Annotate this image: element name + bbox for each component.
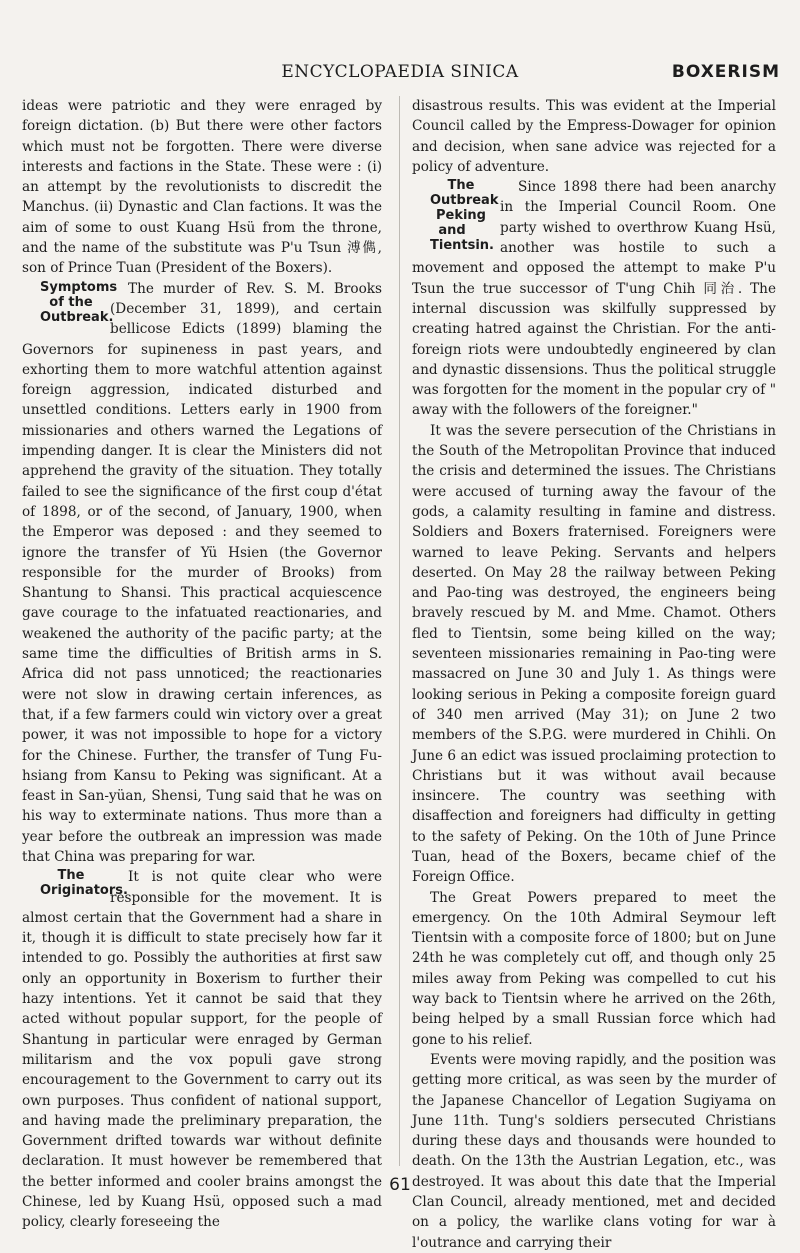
- right-column: [412, 96, 776, 1253]
- paragraph: The Originators. It is not quite clear who were responsible for the movement. It is almost certain that the Government had a share in it, though it is difficult to state precisely how far it intended to go. Possibly the authorities at first saw only an opportunity in Boxerism to further their hazy intentions. Yet it cannot be said that they acted without popular support, for the people of Shantung in particular were enraged by German militarism and the vox populi gave strong encouragement to the Government to carry out its own purposes. Thus confident of national support, and having made the preliminary preparation, the Government drifted towards war without definite declaration. It must however be remembered that the better informed and cooler brains amongst the Chinese, led by Kuang Hsü, opposed such a mad policy, clearly foreseeing the: [22, 868, 382, 1231]
- page-number: 61: [389, 1175, 411, 1195]
- side-heading-originators: The Originators.: [40, 868, 128, 899]
- side-heading-symptoms: Symptoms of the Outbreak.: [40, 279, 118, 325]
- running-header-title: ENCYCLOPAEDIA SINICA: [281, 62, 519, 82]
- paragraph: The Outbreak Peking and Tientsin. Since 1898 there had been anarchy in the Imperial Council Room. One party wished to overthrow Kuang Hsü, another was hostile to such a movement and opposed the attempt to make P'u Tsun the true successor of T'ung Chih 同治. The internal discussion was skilfully suppressed by creating hatred against the Christian. For the anti-foreign riots were undoubtedly engineered by clan and dynastic dissensions. Thus the political struggle was forgotten for the moment in the popular cry of " away with the followers of the foreigner.": [412, 178, 776, 419]
- paragraph: The Great Powers prepared to meet the emergency. On the 10th Admiral Seymour left Tientsin with a composite force of 1800; but on June 24th he was completely cut off, and though only 25 miles away from Peking was compelled to cut his way back to Tientsin where he arrived on the 26th, being helped by a small Russian force which had gone to his relief.: [412, 889, 776, 1048]
- column-rule: [399, 96, 400, 1166]
- paragraph: disastrous results. This was evident at the Imperial Council called by the Empress-Dowager for opinion and decision, when sane advice was rejected for a policy of adventure.: [412, 98, 776, 175]
- paragraph: Events were moving rapidly, and the position was getting more critical, as was seen by the murder of the Japanese Chancellor of Legation Sugiyama on June 11th. Tung's soldiers persecuted Christians during these days and thousands were hounded to death. On the 13th the Austrian Legation, etc., was destroyed. It was about this date that the Imperial Clan Council, already mentioned, met and decided on a policy, the warlike clans voting for war à l'outrance and carrying their: [412, 1051, 776, 1251]
- paragraph: ideas were patriotic and they were enraged by foreign dictation. (b) But there were other factors which must not be forgotten. There were diverse interests and factions in the State. These were : (i) an attempt by the revolutionists to discredit the Manchus. (ii) Dynastic and Clan factions. It was the aim of some to oust Kuang Hsü from the throne, and the name of the substitute was P'u Tsun 溥儁, son of Prince Tuan (President of the Boxers).: [22, 98, 382, 277]
- paragraph: Symptoms of the Outbreak. The murder of Rev. S. M. Brooks (December 31, 1899), and certain bellicose Edicts (1899) blaming the Governors for supineness in past years, and exhorting them to more watchful attention against foreign aggression, indicated disturbed and unsettled conditions. Letters early in 1900 from missionaries and others warned the Legations of impending danger. It is clear the Ministers did not apprehend the gravity of the situation. They totally failed to see the significance of the first coup d'état of 1898, or of the second, of January, 1900, when the Emperor was deposed : and they seemed to ignore the transfer of Yü Hsien (the Governor responsible for the murder of Brooks) from Shantung to Shansi. This practical acquiescence gave courage to the infatuated reactionaries, and weakened the authority of the pacific party; at the same time the difficulties of British arms in S. Africa did not pass unnoticed; the reactionaries were not slow in drawing certain inferences, as that, if a few farmers could win victory over a great power, it was not impossible to hope for a victory for the Chinese. Further, the transfer of Tung Fu-hsiang from Kansu to Peking was significant. At a feast in San-yüan, Shensi, Tung said that he was on his way to exterminate nations. Thus more than a year before the outbreak an impression was made that China was preparing for war.: [22, 279, 382, 865]
- left-column: [22, 96, 382, 1233]
- paragraph: It was the severe persecution of the Christians in the South of the Metropolitan Province that induced the crisis and determined the issues. The Christians were accused of turning away the favour of the gods, a calamity resulting in famine and distress. Soldiers and Boxers fraternised. Foreigners were warned to leave Peking. Servants and helpers deserted. On May 28 the railway between Peking and Pao-ting was destroyed, the engineers being bravely rescued by M. and Mme. Chamot. Others fled to Tientsin, some being killed on the way; seventeen missionaries remaining in Pao-ting were massacred on June 30 and July 1. As things were looking serious in Peking a composite foreign guard of 340 men arrived (May 31); on June 2 two members of the S.P.G. were murdered in Chihli. On June 6 an edict was issued proclaiming protection to Christians but it was without avail because insincere. The country was seething with disaffection and foreigners had difficulty in getting to the safety of Peking. On the 10th of June Prince Tuan, head of the Boxers, became chief of the Foreign Office.: [412, 422, 776, 886]
- side-heading-outbreak: The Outbreak Peking and Tientsin.: [430, 178, 499, 254]
- running-header-section: BOXERISM: [671, 62, 780, 82]
